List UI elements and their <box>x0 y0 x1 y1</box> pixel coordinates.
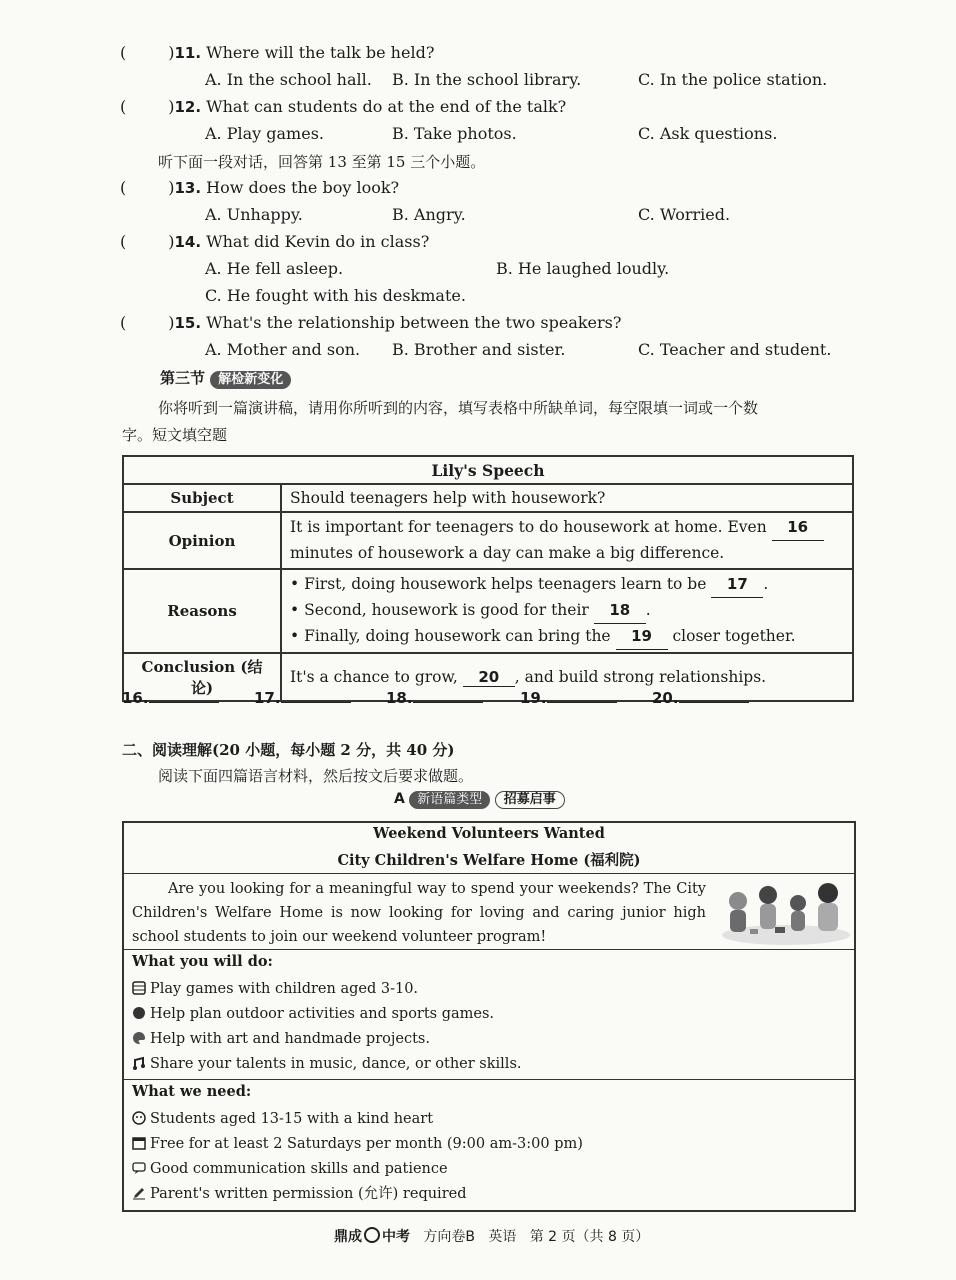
answer-blank[interactable] <box>281 688 351 703</box>
section3-instruction-1: 你将听到一篇演讲稿，请用你所听到的内容，填写表格中所缺单词，每空限填一词或一个数 <box>158 399 759 417</box>
section3-label: 第三节 <box>160 369 206 387</box>
option-c[interactable]: C. Ask questions. <box>638 124 778 143</box>
option-b[interactable]: B. He laughed loudly. <box>496 259 670 278</box>
need-list <box>132 1107 583 1207</box>
question-number: 12. <box>174 98 202 116</box>
section3-instruction-2: 字。短文填空题 <box>122 426 228 444</box>
option-a[interactable]: A. He fell asleep. <box>205 259 344 278</box>
question-text: Where will the talk be held? <box>206 43 435 62</box>
answer-blank[interactable] <box>149 688 219 703</box>
answer-line-17[interactable] <box>254 688 351 707</box>
answer-blank[interactable] <box>679 688 749 703</box>
chat-icon <box>132 1161 146 1175</box>
reason-3-end: closer together. <box>672 627 796 645</box>
notice-divider-3 <box>124 1079 854 1080</box>
answer-paren-close: ) <box>168 178 175 197</box>
reading-instruction: 阅读下面四篇语言材料，然后按文后要求做题。 <box>158 767 474 785</box>
reason-1-text: • First, doing housework helps teenagers learn to be <box>290 575 707 593</box>
list-item-text: Help plan outdoor activities and sports games. <box>150 1006 495 1022</box>
passage-genre-tag: 招募启事 <box>495 791 565 809</box>
need-heading: What we need: <box>132 1083 252 1100</box>
question-number: 11. <box>174 44 202 62</box>
opinion-text-2: minutes of housework a day can make a big difference. <box>290 544 725 562</box>
list-item-text: Help with art and handmade projects. <box>150 1031 430 1047</box>
footer-subject: 英语 <box>488 1229 517 1245</box>
answer-line-20[interactable] <box>652 688 749 707</box>
notice-intro: Are you looking for a meaningful way to spend your weekends? The City Children's Welfare Home is now looking for loving and caring junior high school students to join our weekend volunteer program! <box>132 881 706 945</box>
question-text: What did Kevin do in class? <box>206 232 430 251</box>
reason-2-end: . <box>645 601 651 619</box>
opinion-cell <box>281 512 853 569</box>
answer-paren-open[interactable]: ( <box>120 313 127 332</box>
notice-divider-1 <box>124 873 854 874</box>
calendar-icon <box>132 1136 146 1150</box>
blank-16[interactable]: 16 <box>772 515 824 541</box>
speech-table <box>122 455 854 702</box>
list-item <box>132 977 522 1002</box>
footer-brand: 鼎成 <box>334 1229 362 1245</box>
option-c[interactable]: C. Teacher and student. <box>638 340 832 359</box>
passage-a-label: A <box>394 791 405 807</box>
ball-icon <box>132 1006 146 1020</box>
question-12 <box>120 97 566 116</box>
opinion-label: Opinion <box>123 512 281 569</box>
conclusion-end: , and build strong relationships. <box>514 667 767 686</box>
answer-line-18[interactable] <box>386 688 483 707</box>
reasons-label: Reasons <box>123 569 281 653</box>
option-c[interactable]: C. He fought with his deskmate. <box>205 286 466 305</box>
question-text: What's the relationship between the two speakers? <box>206 313 622 332</box>
section3-title <box>160 367 291 389</box>
list-item-text: Play games with children aged 3-10. <box>150 981 419 997</box>
list-item <box>132 1002 522 1027</box>
notice-divider-2 <box>124 949 854 950</box>
question-text: How does the boy look? <box>206 178 400 197</box>
subject-label: Subject <box>123 484 281 512</box>
children-illustration <box>720 877 852 947</box>
list-item-text: Parent's written permission (允许) required <box>150 1186 467 1202</box>
palette-icon <box>132 1031 146 1045</box>
list-item <box>132 1107 583 1132</box>
option-b[interactable]: B. Brother and sister. <box>392 340 566 359</box>
passage-a-header <box>394 791 565 809</box>
passage-type-tag: 新语篇类型 <box>409 791 490 809</box>
question-14 <box>120 232 429 251</box>
answer-paren-close: ) <box>168 232 175 251</box>
pen-icon <box>132 1186 146 1200</box>
do-list <box>132 977 522 1077</box>
blank-19[interactable]: 19 <box>616 624 668 650</box>
list-item <box>132 1157 583 1182</box>
blank-20[interactable]: 20 <box>463 668 515 687</box>
brand-circle-icon <box>364 1227 380 1243</box>
subject-text: Should teenagers help with housework? <box>281 484 853 512</box>
speech-title: Lily's Speech <box>123 456 853 484</box>
option-b[interactable]: B. Angry. <box>392 205 466 224</box>
answer-line-19[interactable] <box>520 688 617 707</box>
reason-1-end: . <box>763 575 769 593</box>
answer-paren-close: ) <box>168 43 175 62</box>
footer-brand-2: 中考 <box>382 1229 410 1245</box>
list-item-text: Good communication skills and patience <box>150 1161 448 1177</box>
answer-paren-open[interactable]: ( <box>120 232 127 251</box>
question-11 <box>120 43 434 62</box>
dialogue-instruction: 听下面一段对话，回答第 13 至第 15 三个小题。 <box>158 153 486 171</box>
answer-paren-close: ) <box>168 313 175 332</box>
answer-paren-open[interactable]: ( <box>120 178 127 197</box>
answer-paren-open[interactable]: ( <box>120 43 127 62</box>
answer-paren-close: ) <box>168 97 175 116</box>
reading-heading: 二、阅读理解(20 小题，每小题 2 分，共 40 分) <box>122 741 455 759</box>
footer-paper: 方向卷B <box>423 1229 475 1245</box>
page-footer <box>334 1226 649 1246</box>
notice-title: Weekend Volunteers Wanted <box>373 825 605 842</box>
section3-tag: 解检新变化 <box>210 371 291 389</box>
answer-line-label: 18. <box>386 689 413 707</box>
question-number: 14. <box>174 233 202 251</box>
reason-2-text: • Second, housework is good for their <box>290 601 589 619</box>
answer-line-16[interactable] <box>122 688 219 707</box>
option-a[interactable]: A. In the school hall. <box>205 70 372 89</box>
option-c[interactable]: C. In the police station. <box>638 70 828 89</box>
answer-line-label: 17. <box>254 689 281 707</box>
volunteer-notice <box>122 821 856 1212</box>
answer-blank[interactable] <box>547 688 617 703</box>
conclusion-text: It's a chance to grow, <box>290 667 458 686</box>
board-game-icon <box>132 981 146 995</box>
list-item-text: Share your talents in music, dance, or other skills. <box>150 1056 522 1072</box>
list-item-text: Free for at least 2 Saturdays per month (9:00 am-3:00 pm) <box>150 1136 583 1152</box>
list-item-text: Students aged 13-15 with a kind heart <box>150 1111 434 1127</box>
list-item <box>132 1052 522 1077</box>
answer-blank[interactable] <box>413 688 483 703</box>
music-icon <box>132 1056 146 1070</box>
reasons-cell <box>281 569 853 653</box>
do-heading: What you will do: <box>132 953 273 970</box>
option-b[interactable]: B. In the school library. <box>392 70 582 89</box>
answer-line-label: 19. <box>520 689 547 707</box>
blank-17[interactable]: 17 <box>711 572 763 598</box>
student-icon <box>132 1111 146 1125</box>
answer-line-label: 20. <box>652 689 679 707</box>
option-b[interactable]: B. Take photos. <box>392 124 517 143</box>
answer-paren-open[interactable]: ( <box>120 97 127 116</box>
option-c[interactable]: C. Worried. <box>638 205 731 224</box>
option-a[interactable]: A. Mother and son. <box>205 340 361 359</box>
question-13 <box>120 178 399 197</box>
question-number: 15. <box>174 314 202 332</box>
option-a[interactable]: A. Unhappy. <box>205 205 303 224</box>
list-item <box>132 1132 583 1157</box>
conclusion-label: Conclusion (结论) <box>123 653 281 701</box>
reason-3-text: • Finally, doing housework can bring the <box>290 627 611 645</box>
footer-page: 第 2 页（共 8 页） <box>529 1229 650 1245</box>
list-item <box>132 1182 583 1207</box>
option-a[interactable]: A. Play games. <box>205 124 324 143</box>
question-text: What can students do at the end of the talk? <box>206 97 567 116</box>
blank-18[interactable]: 18 <box>594 598 646 624</box>
notice-subtitle: City Children's Welfare Home (福利院) <box>337 852 641 869</box>
answer-line-label: 16. <box>122 689 149 707</box>
question-number: 13. <box>174 179 202 197</box>
question-15 <box>120 313 621 332</box>
opinion-text-1: It is important for teenagers to do housework at home. Even <box>290 518 767 536</box>
list-item <box>132 1027 522 1052</box>
